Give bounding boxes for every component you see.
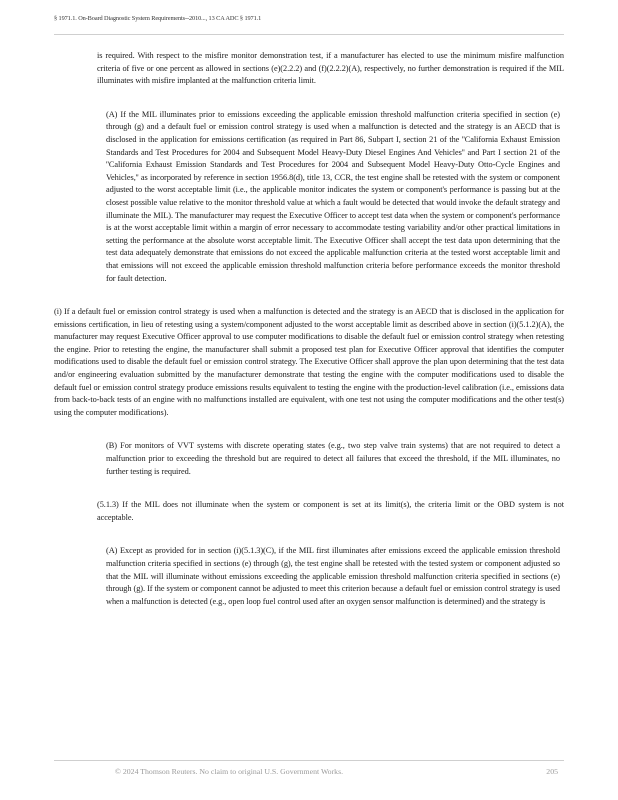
- header-divider: [54, 34, 564, 35]
- footer-divider: [54, 760, 564, 761]
- paragraph-subsection-b: (B) For monitors of VVT systems with discrete operating states (e.g., two step valve train systems) that are not required to detect a malfunction prior to exceeding the threshold but are required to detect all failures that exceed the threshold, if the MIL illuminates, no further testing is required.: [106, 441, 560, 476]
- paragraph-subsection-a-2: (A) Except as provided for in section (i)(5.1.3)(C), if the MIL first illuminates after emissions exceed the applicable emission threshold malfunction criteria specified in sections (e) through (g), the test engine shall be retested with the tested system or component adjusted so that the MIL will illuminate without emissions exceeding the applicable emission threshold malfunction criteria specified in sections (e) through (g). If the system or component cannot be adjusted to meet this criterion because a default fuel or emission control strategy is used when a malfunction is detected (e.g., open loop fuel control used after an oxygen sensor malfunction is determined) and the strategy is: [106, 546, 560, 606]
- page-number: 205: [546, 767, 558, 776]
- paragraph-item-i: (i) If a default fuel or emission control strategy is used when a malfunction is detected and the strategy is an AECD that is disclosed in the application for emissions certification, in lieu of retesting using a system/component adjusted to the worst acceptable limit as described above in section (i)(5.1.2)(A), the manufacturer may request Executive Officer approval to use computer modifications to disable the default fuel or emission control strategy when retesting the engine. Prior to retesting the engine, the manufacturer shall submit a proposed test plan for Executive Officer approval that identifies the computer modifications used to disable the default fuel or emission control strategy. The Executive Officer shall approve the plan upon determining that the test data and/or engineering evaluation submitted by the manufacturer demonstrate that testing the engine with the computer modifications used to disable the default fuel or emission control strategy produce emissions results equivalent to testing the engine with the production-level calibration (i.e., emissions data from back-to-back tests of an engine with no malfunctions installed are equivalent, with one test not using the computer modifications and the other test(s) using the computer modifications).: [54, 307, 564, 417]
- footer-copyright: © 2024 Thomson Reuters. No claim to original U.S. Government Works.: [115, 767, 344, 776]
- paragraph-subsection-a: (A) If the MIL illuminates prior to emissions exceeding the applicable emission threshold malfunction criteria specified in section (e) through (g) and a default fuel or emission control strategy is used when a malfunction is detected and the strategy is an AECD that is disclosed in the application for emissions certification (as required in Part 86, Subpart I, section 21 of the ''California Exhaust Emission Standards and Test Procedures for 2004 and Subsequent Model Heavy-Duty Diesel Engines And Vehicles'' and Part I section 21 of the ''California Exhaust Emission Standards and Test Procedures for 2004 and Subsequent Model Heavy-Duty Otto-Cycle Engines and Vehicles,'' as incorporated by reference in section 1956.8(d), title 13, CCR, the test engine shall be retested with the system or component adjusted to the worst acceptable limit (i.e., the applicable monitor indicates the system or component's performance is passing but at the closest possible value relative to the monitor threshold value at which a fault would be detected that would invoke the default strategy and illuminate the MIL). The manufacturer may request the Executive Officer to accept test data when the system or component's performance is at the worst acceptable limit within a margin of error necessary to accommodate testing variability and/or other practical limitations in setting the performance at the absolute worst acceptable limit. The Executive Officer shall accept the test data upon determining that the test data adequately demonstrate that emissions do not exceed the applicable malfunction criteria at the tested worst acceptable limit and that emissions will not exceed the applicable emission threshold malfunction criteria before performance exceeds the monitor threshold for fault detection.: [106, 109, 560, 283]
- paragraph-section-5-1-3: (5.1.3) If the MIL does not illuminate when the system or component is set at its limit(s), the criteria limit or the OBD system is not acceptable.: [97, 500, 564, 522]
- paragraph-continuation: is required. With respect to the misfire monitor demonstration test, if a manufacturer has elected to use the minimum misfire malfunction criteria of five or one percent as allowed in sections (e)(2.2.2) and (f)(2.2.2)(A), respectively, no further demonstration is required if the MIL illuminates with misfire implanted at the malfunction criteria limit.: [97, 51, 564, 86]
- running-header: § 1971.1. On-Board Diagnostic System Requirements--2010..., 13 CA ADC § 1971.1: [54, 15, 262, 22]
- document-body: [0, 50, 618, 608]
